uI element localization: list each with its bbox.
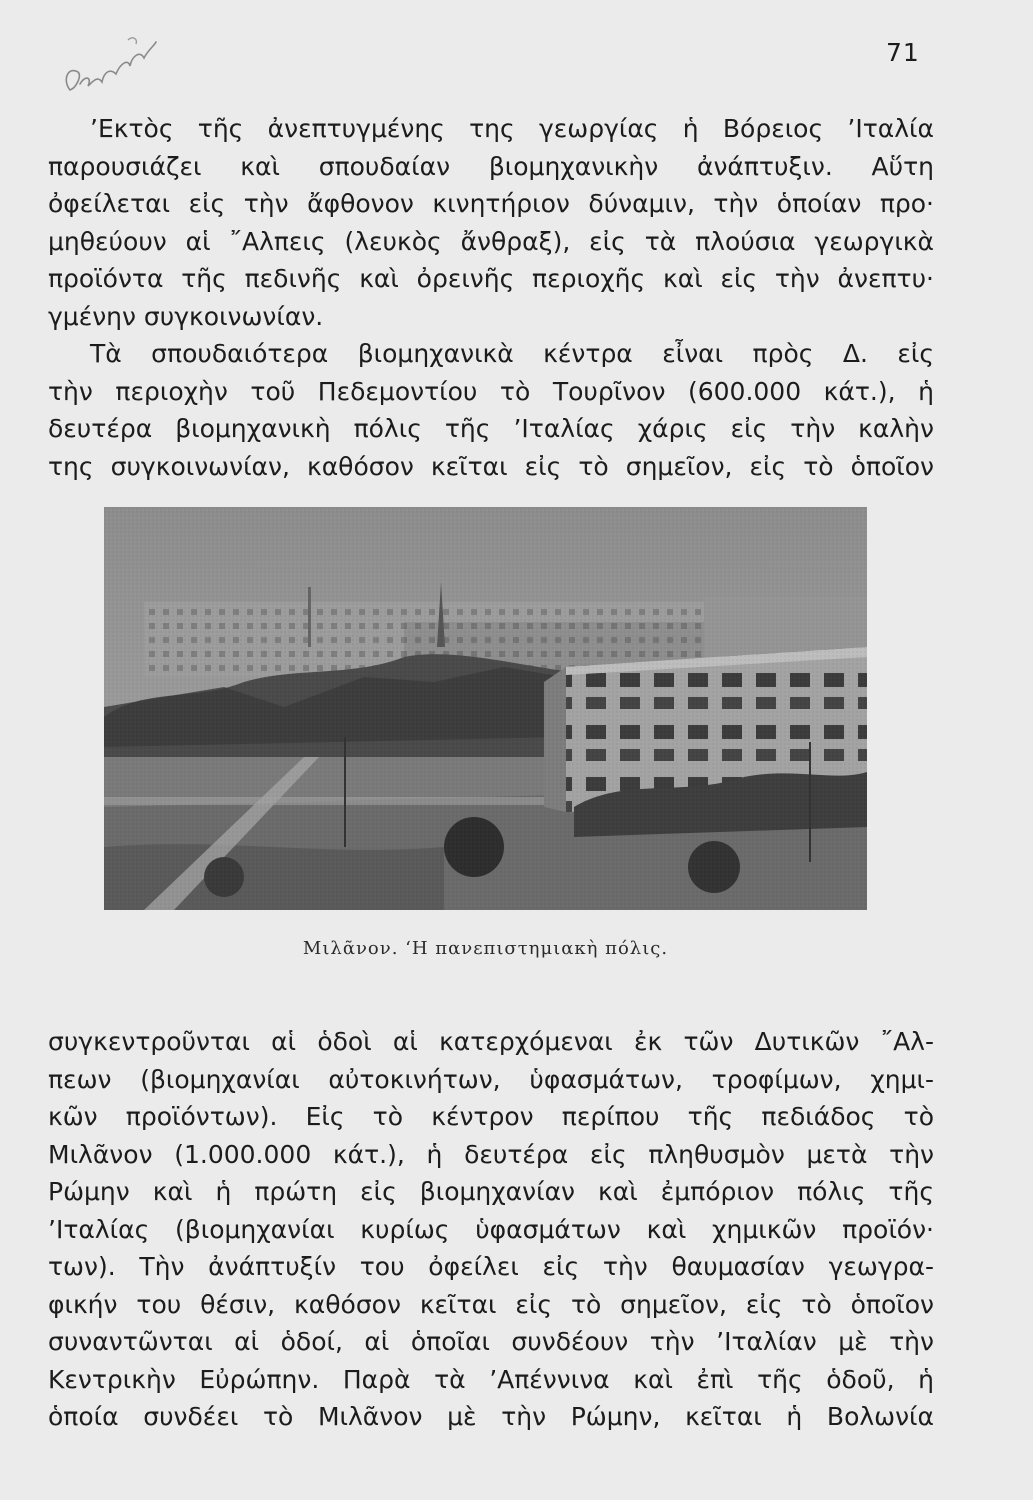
text-line: ὀφείλεται εἰς τὴν ἄφθονον κινητήριον δύναμιν, τὴν ὁποίαν προ· [48,189,934,218]
text-line: παρουσιάζει καὶ σπουδαίαν βιομηχανικὴν ἀνάπτυξιν. Αὕτη [48,151,934,181]
text-line: Ρώμην καὶ ἡ πρώτη εἰς βιομηχανίαν καὶ ἐμπόριον πόλις τῆς [48,1177,934,1206]
handwritten-annotation [58,28,168,108]
figure-caption: Μιλᾶνον. ‘Η πανεπιστημιακὴ πόλις. [302,938,669,959]
text-line: κῶν προϊόντων). Εἰς τὸ κέντρον περίπου τῆς πεδιάδος τὸ [48,1102,934,1131]
text-line: Μιλᾶνον (1.000.000 κάτ.), ἡ δευτέρα εἰς πληθυσμὸν μετὰ τὴν [48,1139,934,1169]
page-number: 71 [886,38,920,67]
text-line: ’Ιταλίας (βιομηχανίαι κυρίως ὑφασμάτων καὶ χημικῶν προϊόν· [48,1214,934,1244]
text-line: συναντῶνται αἱ ὁδοί, αἱ ὁποῖαι συνδέουν τὴν ’Ιταλίαν μὲ τὴν [48,1327,934,1356]
text-line: Τὰ σπουδαιότερα βιομηχανικὰ κέντρα εἶναι πρὸς Δ. εἰς [90,339,934,368]
text-line: ὁποία συνδέει τὸ Μιλᾶνον μὲ τὴν Ρώμην, κεῖται ἡ Βολωνία [48,1402,934,1431]
text-line: Κεντρικὴν Εὐρώπην. Παρὰ τὰ ’Απέννινα καὶ ἐπὶ τῆς ὁδοῦ, ἡ [48,1364,934,1394]
text-line: ’Εκτὸς τῆς ἀνεπτυγμένης της γεωργίας ἡ Βόρειος ’Ιταλία [90,114,934,143]
text-line: γμένην συγκοινωνίαν. [48,301,324,331]
text-line: μηθεύουν αἱ ῎Αλπεις (λευκὸς ἄνθραξ), εἰς τὰ πλούσια γεωργικὰ [48,226,934,256]
text-line: της συγκοινωνίαν, καθόσον κεῖται εἰς τὸ σημεῖον, εἰς τὸ ὁποῖον [48,451,934,481]
text-line: των). Τὴν ἀνάπτυξίν του ὀφείλει εἰς τὴν θαυμασίαν γεωγρα- [48,1252,934,1281]
text-line: συγκεντροῦνται αἱ ὁδοὶ αἱ κατερχόμεναι ἐκ τῶν Δυτικῶν ῎Αλ- [48,1027,934,1056]
lower-text-block [48,1023,934,1436]
upper-text-block [48,110,934,485]
text-line: τὴν περιοχὴν τοῦ Πεδεμοντίου τὸ Τουρῖνον (600.000 κάτ.), ἡ [48,376,934,406]
text-line: πεων (βιομηχανίαι αὐτοκινήτων, ὑφασμάτων, τροφίμων, χημι- [48,1064,934,1094]
text-line: φικήν του θέσιν, καθόσον κεῖται εἰς τὸ σημεῖον, εἰς τὸ ὁποῖον [48,1289,934,1319]
text-line: δευτέρα βιομηχανικὴ πόλις τῆς ’Ιταλίας χάρις εἰς τὴν καλὴν [48,414,934,443]
text-line: προϊόντα τῆς πεδινῆς καὶ ὀρεινῆς περιοχῆς καὶ εἰς τὴν ἀνεπτυ· [48,264,934,293]
photograph-university-city [104,507,867,910]
